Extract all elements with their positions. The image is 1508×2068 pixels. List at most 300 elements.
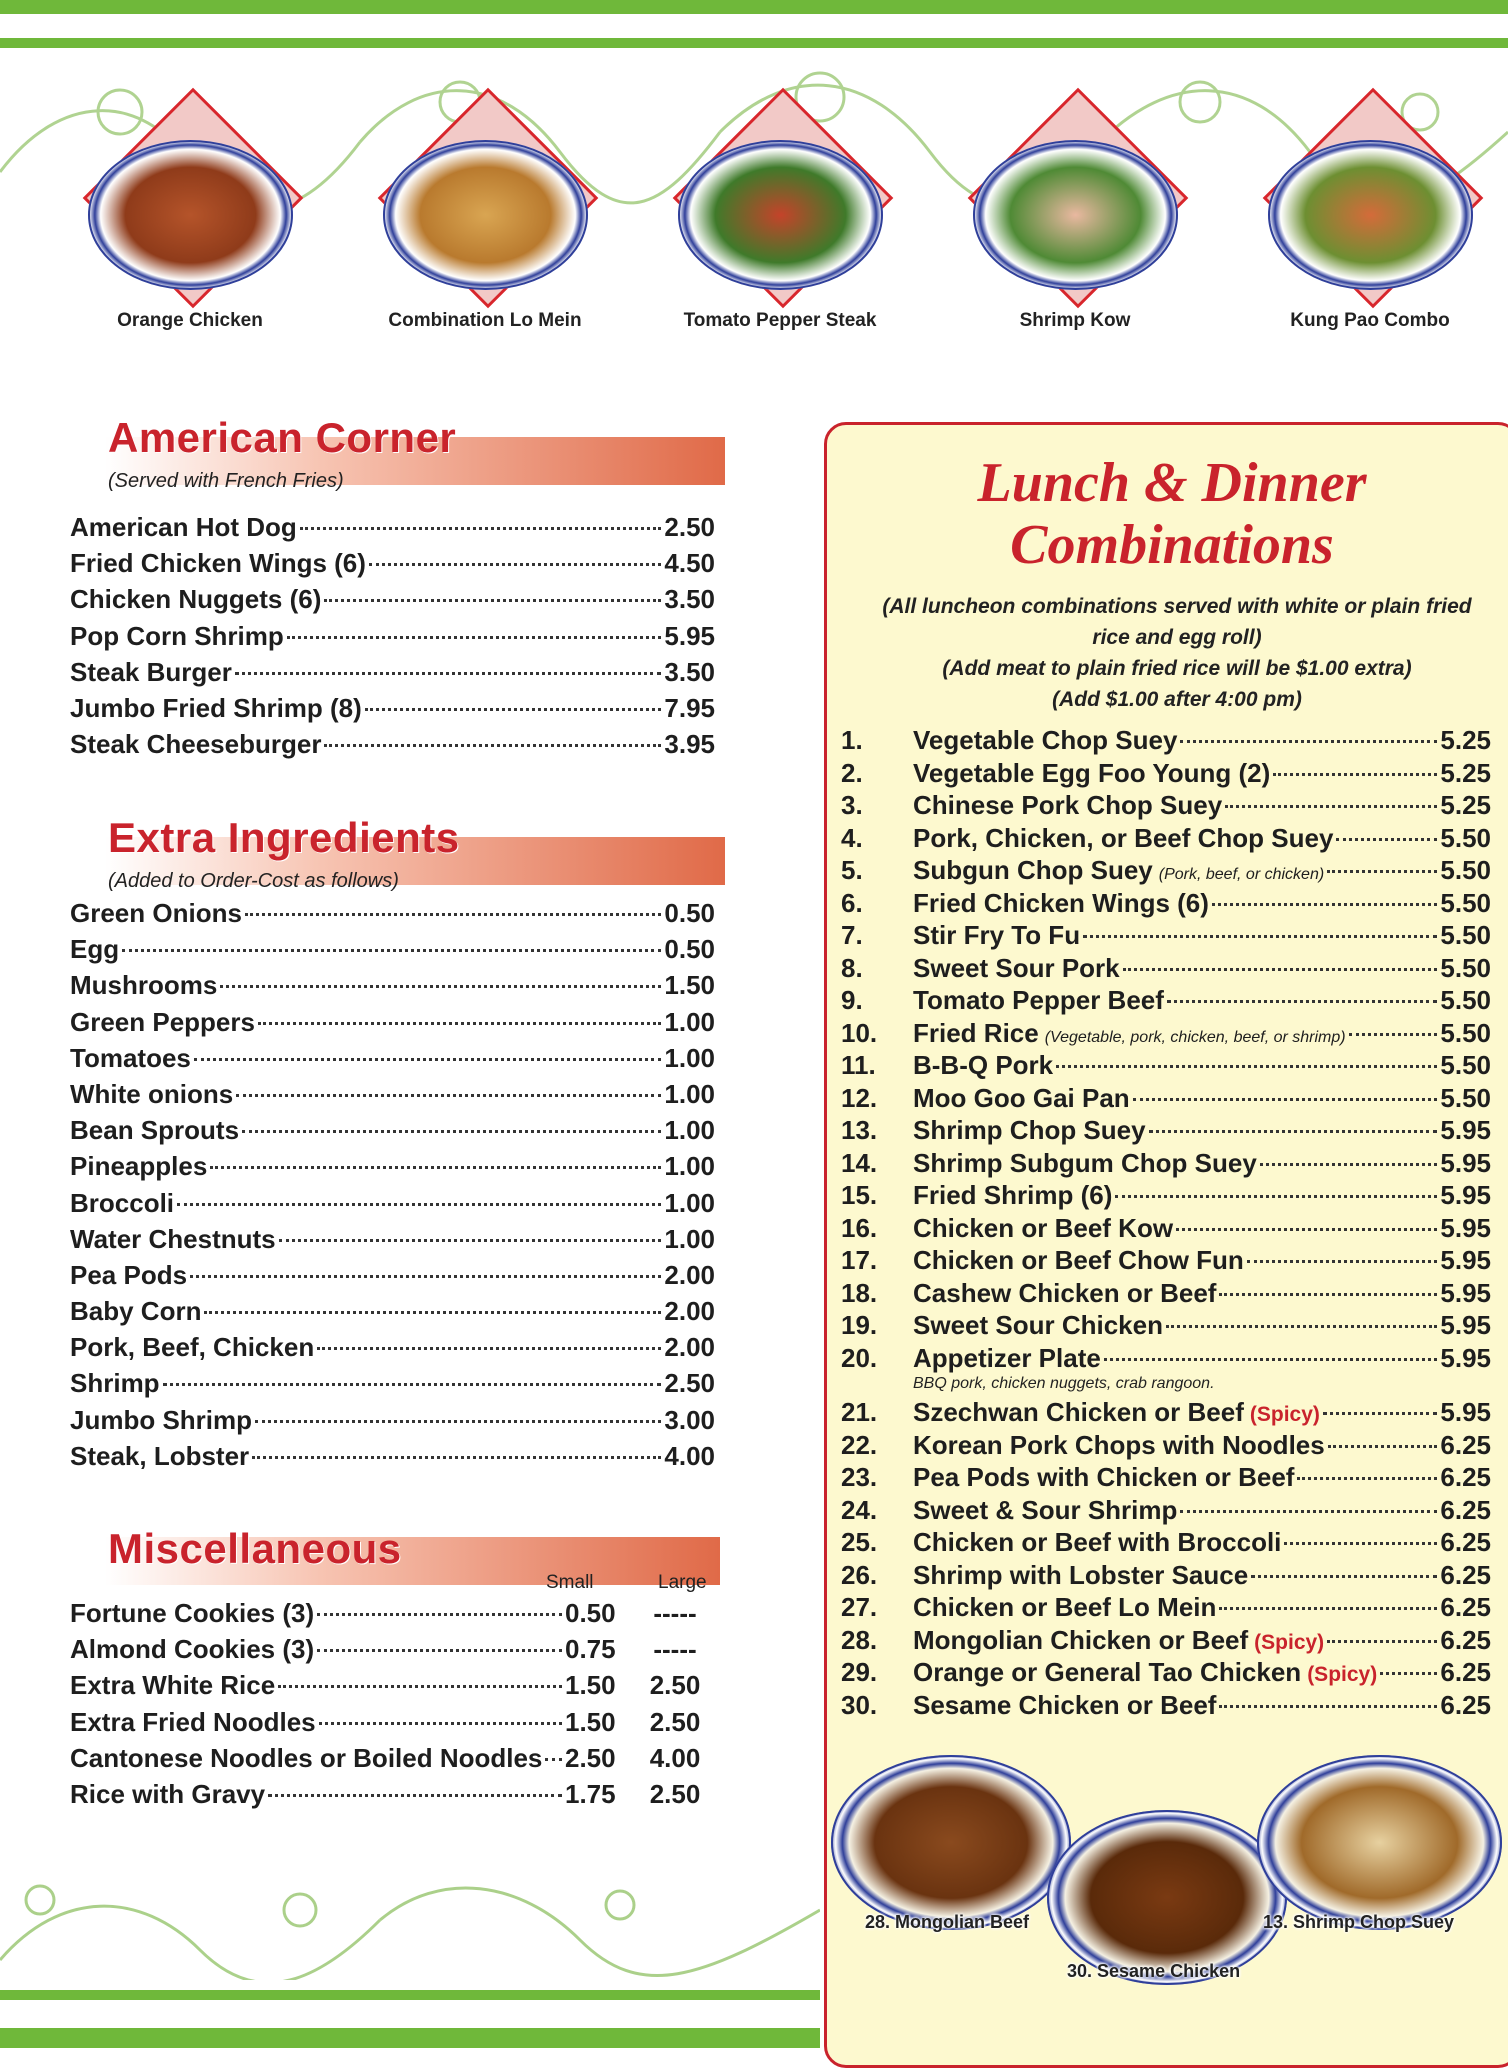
leader-dots xyxy=(1349,1033,1438,1036)
item-number: 12. xyxy=(841,1082,878,1113)
item-price: 5.95 xyxy=(1440,1277,1491,1308)
leader-dots xyxy=(1123,968,1438,971)
item-name: Pork, Beef, Chicken xyxy=(70,1332,315,1363)
leader-dots xyxy=(369,563,661,566)
dish-caption: Tomato Pepper Steak xyxy=(683,310,877,331)
extra-ingredients-subtitle: (Added to Order-Cost as follows) xyxy=(108,870,399,892)
dish-caption: Shrimp Kow xyxy=(1019,310,1131,331)
item-name: Almond Cookies (3) xyxy=(70,1634,315,1665)
menu-item xyxy=(70,1043,715,1079)
item-price: 5.50 xyxy=(1440,887,1491,918)
combinations-notes xyxy=(867,591,1487,715)
item-number: 25. xyxy=(841,1527,878,1557)
menu-item xyxy=(70,548,715,584)
leader-dots xyxy=(1056,1065,1437,1068)
item-number: 22. xyxy=(841,1429,878,1460)
combo-item xyxy=(841,1310,1491,1343)
item-price: 5.50 xyxy=(1440,952,1491,983)
leader-dots xyxy=(210,1166,661,1169)
item-name: Shrimp Subgum Chop Suey xyxy=(913,1147,1257,1178)
item-name: Mongolian Chicken or Beef xyxy=(913,1624,1249,1655)
item-price: 5.50 xyxy=(1440,1082,1491,1113)
item-number: 29. xyxy=(841,1657,878,1687)
small-price: 1.75 xyxy=(565,1778,616,1809)
item-number: 11. xyxy=(841,1050,876,1080)
leader-dots xyxy=(1297,1477,1437,1480)
menu-item xyxy=(70,1332,715,1368)
item-name: Extra Fried Noodles xyxy=(70,1706,316,1737)
menu-item xyxy=(70,1405,715,1441)
small-column-header: Small xyxy=(546,1572,594,1593)
leader-dots xyxy=(1273,773,1437,776)
leader-dots xyxy=(1176,1228,1437,1231)
leader-dots xyxy=(242,1130,661,1133)
leader-dots xyxy=(1166,1325,1437,1328)
large-price: 2.50 xyxy=(649,1670,701,1701)
leader-dots xyxy=(252,1456,661,1459)
item-name: Korean Pork Chops with Noodles xyxy=(913,1429,1325,1460)
item-name: Sweet Sour Chicken xyxy=(913,1310,1163,1340)
item-price: 2.00 xyxy=(664,1296,715,1327)
combo-item xyxy=(841,888,1491,921)
leader-dots xyxy=(255,1420,661,1423)
combo-item xyxy=(841,1560,1491,1593)
leader-dots xyxy=(300,527,662,530)
leader-dots xyxy=(190,1275,661,1278)
item-name: Vegetable Egg Foo Young (2) xyxy=(913,757,1271,788)
small-price: 1.50 xyxy=(565,1706,616,1737)
item-name: Cashew Chicken or Beef xyxy=(913,1277,1217,1308)
item-name: Steak, Lobster xyxy=(70,1440,250,1471)
combo-item xyxy=(841,1050,1491,1083)
menu-item xyxy=(70,1079,715,1115)
item-price: 2.50 xyxy=(664,512,715,542)
item-name: Fried Rice xyxy=(913,1017,1039,1048)
leader-dots xyxy=(1323,1412,1437,1415)
large-price: ----- xyxy=(653,1598,697,1628)
spicy-label: (Spicy) xyxy=(1254,1630,1325,1654)
large-price: 2.50 xyxy=(649,1706,701,1737)
leader-dots xyxy=(319,1722,562,1725)
item-name: American Hot Dog xyxy=(70,512,297,542)
item-price: 6.25 xyxy=(1440,1462,1491,1492)
large-price: 4.00 xyxy=(649,1742,701,1773)
bottom-green-stripe xyxy=(0,1990,820,2000)
item-name: Pork, Chicken, or Beef Chop Suey xyxy=(913,822,1334,853)
combo-item xyxy=(841,1343,1491,1376)
item-name: Fried Chicken Wings (6) xyxy=(913,887,1209,918)
menu-item xyxy=(70,1368,715,1404)
leader-dots xyxy=(236,1094,661,1097)
combinations-title-line2: Combinations xyxy=(1010,514,1334,576)
item-number: 7. xyxy=(841,920,863,950)
featured-dish xyxy=(60,110,320,380)
leader-dots xyxy=(1149,1130,1438,1133)
plate-caption: 30. Sesame Chicken xyxy=(1067,1961,1241,1981)
leader-dots xyxy=(1104,1358,1438,1361)
item-number: 23. xyxy=(841,1462,878,1492)
item-name: Sesame Chicken or Beef xyxy=(913,1689,1217,1720)
item-number: 27. xyxy=(841,1592,878,1622)
item-price: 5.95 xyxy=(1440,1397,1491,1427)
menu-item xyxy=(70,1670,715,1706)
combo-item xyxy=(841,790,1491,823)
dish-caption: Orange Chicken xyxy=(117,310,263,331)
menu-item xyxy=(70,1260,715,1296)
item-name: Moo Goo Gai Pan xyxy=(913,1082,1130,1113)
combo-item xyxy=(841,1180,1491,1213)
item-price: 5.50 xyxy=(1440,985,1491,1015)
leader-dots xyxy=(1219,1607,1437,1610)
top-green-stripe xyxy=(0,38,1508,48)
item-price: 6.25 xyxy=(1440,1657,1491,1687)
item-name: Cantonese Noodles or Boiled Noodles xyxy=(70,1742,543,1773)
plate-caption: 28. Mongolian Beef xyxy=(865,1912,1030,1932)
item-name: Shrimp xyxy=(70,1368,160,1399)
leader-dots xyxy=(235,672,662,675)
featured-dish xyxy=(1240,110,1500,380)
featured-dishes xyxy=(60,110,1500,390)
item-price: 2.00 xyxy=(664,1259,715,1290)
item-number: 17. xyxy=(841,1245,878,1275)
item-number: 1. xyxy=(841,725,863,755)
item-number: 18. xyxy=(841,1277,878,1308)
large-price: 2.50 xyxy=(649,1778,701,1809)
combo-item xyxy=(841,1657,1491,1690)
featured-dish xyxy=(945,110,1205,380)
dish-photo xyxy=(831,1755,1071,1930)
miscellaneous-title: Miscellaneous xyxy=(108,1525,402,1572)
leader-dots xyxy=(279,1239,662,1242)
item-name: Fried Chicken Wings (6) xyxy=(70,548,366,579)
item-price: 2.50 xyxy=(664,1368,715,1399)
item-price: 5.25 xyxy=(1440,790,1491,820)
item-number: 4. xyxy=(841,822,863,853)
item-name: Water Chestnuts xyxy=(70,1223,276,1254)
item-name: Vegetable Chop Suey xyxy=(913,725,1178,755)
leader-dots xyxy=(1327,1640,1437,1643)
leader-dots xyxy=(1260,1163,1438,1166)
menu-item xyxy=(70,1634,715,1670)
leader-dots xyxy=(317,1649,562,1652)
item-price: 1.00 xyxy=(664,1006,715,1037)
item-price: 6.25 xyxy=(1440,1624,1491,1655)
item-name: Mushrooms xyxy=(70,970,218,1001)
item-price: 3.00 xyxy=(664,1404,715,1435)
item-number: 30. xyxy=(841,1689,878,1720)
spicy-label: (Spicy) xyxy=(1307,1663,1378,1686)
item-price: 5.50 xyxy=(1440,855,1491,885)
item-name: Green Peppers xyxy=(70,1006,255,1037)
american-corner-subtitle: (Served with French Fries) xyxy=(108,470,344,492)
item-name: Sweet Sour Pork xyxy=(913,952,1120,983)
combo-item xyxy=(841,1690,1491,1723)
item-number: 13. xyxy=(841,1115,878,1145)
item-price: 5.50 xyxy=(1440,1017,1491,1048)
leader-dots xyxy=(1180,1510,1437,1513)
item-price: 1.00 xyxy=(664,1078,715,1109)
featured-dish xyxy=(650,110,910,380)
item-name: Jumbo Shrimp xyxy=(70,1404,253,1435)
combo-item xyxy=(841,1527,1491,1560)
item-name: Orange or General Tao Chicken xyxy=(913,1657,1302,1687)
leader-dots xyxy=(204,1311,661,1314)
small-price: 1.50 xyxy=(565,1670,616,1701)
menu-item xyxy=(70,1441,715,1477)
leader-dots xyxy=(1212,903,1437,906)
leader-dots xyxy=(317,1347,661,1350)
leader-dots xyxy=(324,599,661,602)
item-price: 5.95 xyxy=(1440,1310,1491,1340)
extra-ingredients-title: Extra Ingredients xyxy=(108,814,460,861)
item-name: Broccoli xyxy=(70,1187,175,1218)
menu-item xyxy=(70,584,715,620)
item-price: 7.95 xyxy=(664,692,715,723)
item-note: (Vegetable, pork, chicken, beef, or shrimp) xyxy=(1044,1028,1346,1046)
leader-dots xyxy=(258,1022,661,1025)
item-price: 1.00 xyxy=(664,1042,715,1073)
item-name: Subgun Chop Suey xyxy=(913,855,1153,885)
item-name: Chinese Pork Chop Suey xyxy=(913,790,1223,820)
item-number: 26. xyxy=(841,1559,878,1590)
combinations-note: (All luncheon combinations served with white or plain fried rice and egg roll) xyxy=(882,595,1472,649)
item-number: 14. xyxy=(841,1147,878,1178)
item-name: Green Onions xyxy=(70,898,242,928)
item-price: 1.00 xyxy=(664,1223,715,1254)
dish-photo xyxy=(88,140,293,290)
leader-dots xyxy=(1284,1542,1437,1545)
item-price: 6.25 xyxy=(1440,1689,1491,1720)
menu-item xyxy=(70,1151,715,1187)
item-name: Steak Cheeseburger xyxy=(70,729,322,760)
menu-item xyxy=(70,621,715,657)
combo-item xyxy=(841,855,1491,888)
item-price: 5.95 xyxy=(1440,1212,1491,1243)
item-name: Chicken Nuggets (6) xyxy=(70,584,322,615)
item-price: 5.95 xyxy=(664,620,715,651)
item-price: 0.50 xyxy=(664,898,715,928)
menu-item xyxy=(70,898,715,934)
item-name: B-B-Q Pork xyxy=(913,1050,1054,1080)
combo-item xyxy=(841,1397,1491,1430)
leader-dots xyxy=(1219,1705,1437,1708)
dish-photo xyxy=(383,140,588,290)
menu-item xyxy=(70,1598,715,1634)
leader-dots xyxy=(163,1383,662,1386)
item-name: Shrimp Chop Suey xyxy=(913,1115,1146,1145)
combo-item xyxy=(841,1592,1491,1625)
combo-item xyxy=(841,920,1491,953)
combo-item xyxy=(841,1213,1491,1246)
item-number: 28. xyxy=(841,1624,878,1655)
item-price: 5.50 xyxy=(1440,920,1491,950)
item-price: 3.50 xyxy=(664,656,715,687)
item-name: Baby Corn xyxy=(70,1296,202,1327)
combo-item xyxy=(841,1462,1491,1495)
leader-dots xyxy=(287,636,662,639)
item-name: Rice with Gravy xyxy=(70,1778,266,1809)
menu-item xyxy=(70,1707,715,1743)
menu-item xyxy=(70,1779,715,1815)
item-name: Steak Burger xyxy=(70,656,232,687)
item-name: Extra White Rice xyxy=(70,1670,276,1701)
item-number: 16. xyxy=(841,1212,878,1243)
combinations-note: (Add $1.00 after 4:00 pm) xyxy=(1052,688,1302,711)
item-price: 5.95 xyxy=(1440,1245,1491,1275)
item-name: Pop Corn Shrimp xyxy=(70,620,284,651)
item-price: 5.95 xyxy=(1440,1115,1491,1145)
item-number: 20. xyxy=(841,1342,878,1373)
leader-dots xyxy=(1328,1445,1438,1448)
bottom-swirl-pattern xyxy=(0,1870,820,1980)
item-number: 19. xyxy=(841,1310,878,1340)
large-price: ----- xyxy=(653,1634,697,1665)
leader-dots xyxy=(1083,935,1437,938)
dish-photo xyxy=(1047,1810,1287,1985)
menu-item xyxy=(70,1743,715,1779)
leader-dots xyxy=(1247,1260,1438,1263)
item-price: 1.50 xyxy=(664,970,715,1001)
item-name: Shrimp with Lobster Sauce xyxy=(913,1559,1249,1590)
item-price: 5.95 xyxy=(1440,1180,1491,1210)
item-price: 6.25 xyxy=(1440,1494,1491,1525)
item-price: 5.50 xyxy=(1440,822,1491,853)
leader-dots xyxy=(278,1685,562,1688)
menu-item xyxy=(70,1007,715,1043)
american-corner-list xyxy=(70,512,715,765)
featured-dish xyxy=(355,110,615,380)
item-name: Egg xyxy=(70,934,120,965)
combinations-title-line1: Lunch & Dinner xyxy=(977,452,1367,514)
combinations-list xyxy=(841,725,1491,1722)
item-price: 4.50 xyxy=(664,548,715,579)
combo-item xyxy=(841,1430,1491,1463)
menu-item xyxy=(70,693,715,729)
menu-item xyxy=(70,512,715,548)
menu-item xyxy=(70,1188,715,1224)
item-number: 2. xyxy=(841,757,863,788)
item-name: Tomatoes xyxy=(70,1042,191,1073)
item-name: Pineapples xyxy=(70,1151,208,1182)
combo-item xyxy=(841,1115,1491,1148)
item-name: Szechwan Chicken or Beef xyxy=(913,1397,1244,1427)
item-number: 15. xyxy=(841,1180,878,1210)
combinations-panel xyxy=(824,422,1508,2068)
appetizer-note: BBQ pork, chicken nuggets, crab rangoon. xyxy=(913,1375,1215,1392)
dish-photo xyxy=(678,140,883,290)
item-name: Chicken or Beef Lo Mein xyxy=(913,1592,1217,1622)
item-number: 21. xyxy=(841,1397,878,1427)
item-number: 24. xyxy=(841,1494,878,1525)
combo-item xyxy=(841,1148,1491,1181)
item-note: (Pork, beef, or chicken) xyxy=(1158,866,1325,883)
leader-dots xyxy=(122,949,661,952)
menu-item xyxy=(70,1224,715,1260)
leader-dots xyxy=(365,708,662,711)
combo-item xyxy=(841,758,1491,791)
item-name: Chicken or Beef Chow Fun xyxy=(913,1245,1244,1275)
item-name: Pea Pods with Chicken or Beef xyxy=(913,1462,1295,1492)
item-price: 1.00 xyxy=(664,1151,715,1182)
item-name: Tomato Pepper Beef xyxy=(913,985,1164,1015)
bottom-green-bar xyxy=(0,2028,820,2048)
item-number: 5. xyxy=(841,855,863,885)
item-name: Jumbo Fried Shrimp (8) xyxy=(70,692,362,723)
item-number: 9. xyxy=(841,985,863,1015)
item-price: 6.25 xyxy=(1440,1559,1491,1590)
leader-dots xyxy=(1327,870,1437,873)
small-price: 2.50 xyxy=(565,1742,616,1773)
leader-dots xyxy=(1380,1672,1437,1675)
item-name: Stir Fry To Fu xyxy=(913,920,1081,950)
item-name: White onions xyxy=(70,1078,234,1109)
item-price: 5.95 xyxy=(1440,1342,1491,1373)
leader-dots xyxy=(324,744,661,747)
item-name: Fried Shrimp (6) xyxy=(913,1180,1113,1210)
item-name: Appetizer Plate xyxy=(913,1342,1101,1373)
item-price: 2.00 xyxy=(664,1332,715,1363)
leader-dots xyxy=(1251,1575,1437,1578)
item-name: Bean Sprouts xyxy=(70,1115,240,1146)
combo-item xyxy=(841,1495,1491,1528)
item-price: 3.95 xyxy=(664,729,715,760)
item-name: Sweet & Sour Shrimp xyxy=(913,1494,1178,1525)
dish-caption: Kung Pao Combo xyxy=(1290,310,1450,331)
item-name: Chicken or Beef Kow xyxy=(913,1212,1174,1243)
item-price: 6.25 xyxy=(1440,1527,1491,1557)
menu-item xyxy=(70,1115,715,1151)
large-column-header: Large xyxy=(658,1572,707,1593)
menu-item xyxy=(70,729,715,765)
spicy-label: (Spicy) xyxy=(1249,1403,1320,1426)
item-price: 5.25 xyxy=(1440,757,1491,788)
item-name: Pea Pods xyxy=(70,1259,188,1290)
item-price: 5.95 xyxy=(1440,1147,1491,1178)
combo-item xyxy=(841,1278,1491,1311)
combinations-note: (Add meat to plain fried rice will be $1.00 extra) xyxy=(942,657,1412,680)
item-price: 0.50 xyxy=(664,934,715,965)
leader-dots xyxy=(1115,1195,1437,1198)
item-price: 3.50 xyxy=(664,584,715,615)
leader-dots xyxy=(1225,805,1437,808)
leader-dots xyxy=(1219,1293,1437,1296)
item-price: 6.25 xyxy=(1440,1592,1491,1622)
leader-dots xyxy=(1167,1000,1437,1003)
item-number: 10. xyxy=(841,1017,878,1048)
menu-item xyxy=(70,657,715,693)
item-price: 1.00 xyxy=(664,1115,715,1146)
combo-item xyxy=(841,725,1491,758)
american-corner-title: American Corner xyxy=(108,414,457,461)
leader-dots xyxy=(1180,740,1437,743)
item-price: 5.25 xyxy=(1440,725,1491,755)
extra-ingredients-list xyxy=(70,898,715,1477)
leader-dots xyxy=(245,913,661,916)
miscellaneous-list xyxy=(70,1598,715,1815)
combo-item xyxy=(841,823,1491,856)
dish-caption: Combination Lo Mein xyxy=(388,310,582,331)
leader-dots xyxy=(545,1758,562,1761)
combo-item xyxy=(841,953,1491,986)
leader-dots xyxy=(177,1203,661,1206)
leader-dots xyxy=(1133,1098,1438,1101)
dish-photo xyxy=(1268,140,1473,290)
small-price: 0.50 xyxy=(565,1598,616,1628)
small-price: 0.75 xyxy=(565,1634,616,1665)
menu-item xyxy=(70,934,715,970)
dish-photo xyxy=(973,140,1178,290)
combo-item xyxy=(841,985,1491,1018)
